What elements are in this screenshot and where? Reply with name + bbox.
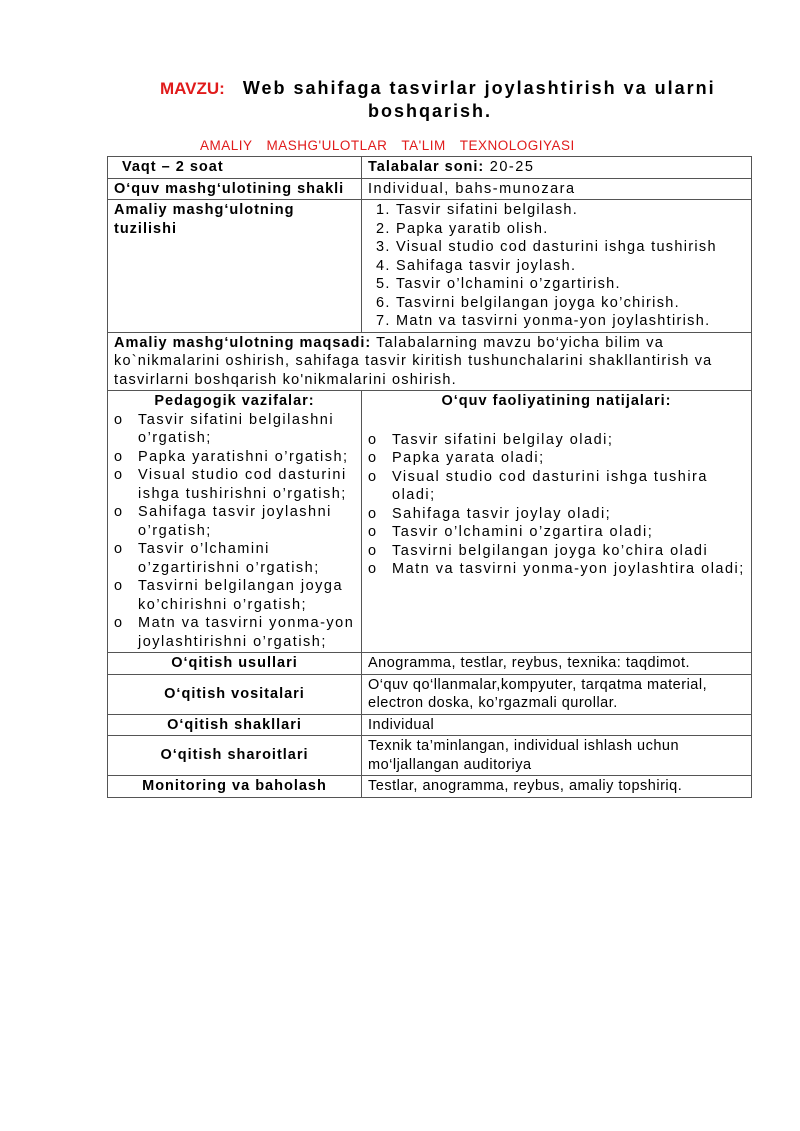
list-item: o Sahifaga tasvir joylay oladi; bbox=[368, 505, 745, 524]
goal-text: Talabalarning mavzu bo‘yicha bilim va ko`nikmalarini oshirish, sahifaga tasvir kiritish tushunchalarini shakllantirish va tasvirlarni boshqarish ko'nikmalarini oshirish. bbox=[114, 334, 713, 388]
list-item: 7. Matn va tasvirni yonma-yon joylashtirish. bbox=[396, 312, 745, 331]
list-item: o Tasvirni belgilangan joyga ko’chirishni o’rgatish; bbox=[114, 577, 355, 614]
list-item: o Sahifaga tasvir joylashni o’rgatish; bbox=[114, 503, 355, 540]
tools-row bbox=[108, 674, 752, 714]
list-item: o Papka yaratishni o’rgatish; bbox=[114, 448, 355, 467]
list-item: o Matn va tasvirni yonma-yon joylashtira oladi; bbox=[368, 560, 745, 579]
tasks-cell bbox=[108, 391, 362, 653]
methods-row bbox=[108, 653, 752, 675]
document-title bbox=[160, 77, 790, 122]
results-heading: O‘quv faoliyatining natijalari: bbox=[441, 393, 672, 409]
list-item: o Matn va tasvirni yonma-yon joylashtirishni o’rgatish; bbox=[114, 614, 355, 651]
conditions-row bbox=[108, 736, 752, 776]
tasks-heading: Pedagogik vazifalar: bbox=[154, 393, 315, 409]
goal-label: Amaliy mashg‘ulotning maqsadi: bbox=[114, 334, 372, 351]
list-item: o Tasvir o’lchamini o’zgartira oladi; bbox=[368, 523, 745, 542]
tasks-results-row bbox=[108, 391, 752, 653]
structure-row bbox=[108, 200, 752, 333]
form-label: O‘quv mashg‘ulotining shakli bbox=[108, 178, 362, 200]
conditions-value: Texnik ta’minlangan, individual ishlash uchun mo‘ljallangan auditoriya bbox=[362, 736, 752, 776]
list-item: o Tasvir sifatini belgilay oladi; bbox=[368, 431, 745, 450]
list-item: o Tasvir o’lchamini o’zgartirishni o’rgatish; bbox=[114, 540, 355, 577]
time-cell: Vaqt – 2 soat bbox=[108, 157, 362, 179]
form-value: Individual, bahs-munozara bbox=[362, 178, 752, 200]
methods-label: O‘qitish usullari bbox=[108, 653, 362, 675]
goal-cell bbox=[108, 332, 752, 391]
methods-value: Anogramma, testlar, reybus, texnika: taqdimot. bbox=[362, 653, 752, 675]
results-cell bbox=[362, 391, 752, 653]
structure-label: Amaliy mashg‘ulotning tuzilishi bbox=[108, 200, 362, 333]
students-value: 20-25 bbox=[489, 159, 535, 175]
forms-value: Individual bbox=[362, 714, 752, 736]
list-item: 5. Tasvir o’lchamini o’zgartirish. bbox=[396, 275, 745, 294]
list-item: o Tasvirni belgilangan joyga ko’chira oladi bbox=[368, 542, 745, 561]
list-item: o Visual studio cod dasturini ishga tushirishni o’rgatish; bbox=[114, 466, 355, 503]
lesson-plan-table bbox=[107, 156, 752, 798]
topic-label: MAVZU: bbox=[160, 79, 225, 98]
conditions-label: O‘qitish sharoitlari bbox=[108, 736, 362, 776]
list-item: o Tasvir sifatini belgilashni o’rgatish; bbox=[114, 411, 355, 448]
results-list bbox=[368, 431, 745, 579]
monitoring-value: Testlar, anogramma, reybus, amaliy topshiriq. bbox=[362, 776, 752, 798]
document-subtitle: AMALIY MASHG'ULOTLAR TA'LIM TEXNOLOGIYASI bbox=[200, 138, 575, 153]
monitoring-row bbox=[108, 776, 752, 798]
list-item: 3. Visual studio cod dasturini ishga tushirish bbox=[396, 238, 745, 257]
title-line-1: Web sahifaga tasvirlar joylashtirish va ularni bbox=[242, 78, 716, 98]
structure-cell bbox=[362, 200, 752, 333]
tools-value: O‘quv qo‘llanmalar,kompyuter, tarqatma material, electron doska, ko’rgazmali qurollar. bbox=[362, 674, 752, 714]
list-item: o Visual studio cod dasturini ishga tushira oladi; bbox=[368, 468, 745, 505]
list-item: 6. Tasvirni belgilangan joyga ko’chirish. bbox=[396, 294, 745, 313]
list-item: 4. Sahifaga tasvir joylash. bbox=[396, 257, 745, 276]
tasks-list bbox=[114, 411, 355, 652]
goal-row bbox=[108, 332, 752, 391]
forms-label: O‘qitish shakllari bbox=[108, 714, 362, 736]
title-line-2: boshqarish. bbox=[368, 101, 493, 121]
students-cell bbox=[362, 157, 752, 179]
time-row bbox=[108, 157, 752, 179]
list-item: 1. Tasvir sifatini belgilash. bbox=[396, 201, 745, 220]
monitoring-label: Monitoring va baholash bbox=[108, 776, 362, 798]
tools-label: O‘qitish vositalari bbox=[108, 674, 362, 714]
form-row bbox=[108, 178, 752, 200]
students-label: Talabalar soni: bbox=[368, 159, 485, 175]
list-item: 2. Papka yaratib olish. bbox=[396, 220, 745, 239]
structure-list bbox=[368, 201, 745, 331]
forms-row bbox=[108, 714, 752, 736]
list-item: o Papka yarata oladi; bbox=[368, 449, 745, 468]
